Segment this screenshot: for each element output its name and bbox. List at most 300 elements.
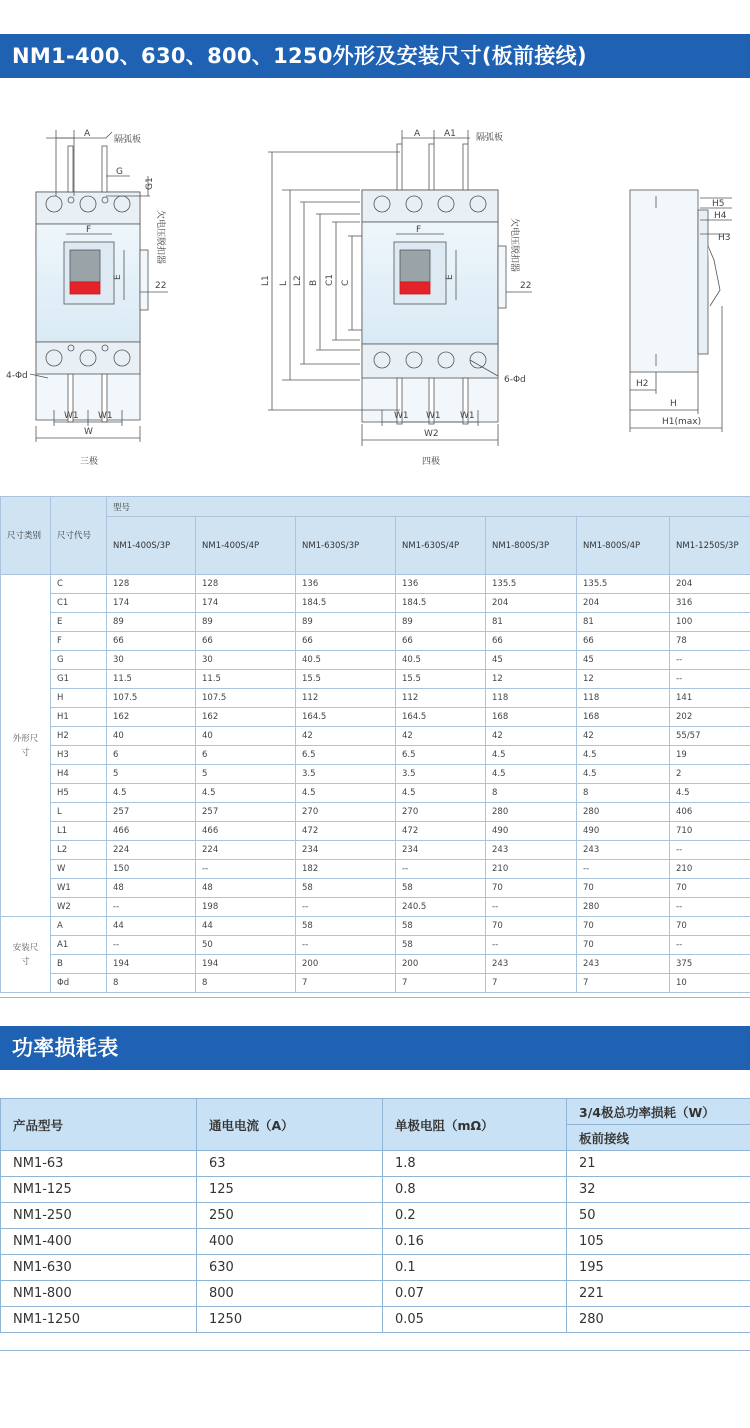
label-arc-plate-3p: 隔弧板 [114, 135, 142, 145]
label-G-3p: G [116, 167, 123, 177]
code-cell: H5 [51, 784, 107, 803]
value-cell: 48 [196, 879, 296, 898]
value-cell: 200 [296, 955, 396, 974]
table-row [1, 1307, 750, 1333]
model-header-cell: NM1-630S/3P [296, 517, 396, 575]
caption-four-pole: 四极 [422, 457, 441, 467]
model-cell: NM1-400 [1, 1229, 197, 1255]
value-cell: 202 [670, 708, 750, 727]
value-cell: 118 [486, 689, 577, 708]
table-row [1, 1281, 750, 1307]
value-cell: 12 [577, 670, 670, 689]
resistance-cell: 0.07 [383, 1281, 567, 1307]
section-title-text: NM1-400、630、800、1250外形及安装尺寸(板前接线) [12, 44, 587, 68]
code-cell: L1 [51, 822, 107, 841]
loss-cell: 50 [567, 1203, 750, 1229]
power-loss-table [0, 1098, 750, 1333]
label-W-3p: W [84, 427, 93, 437]
label-H3: H3 [718, 233, 731, 243]
value-cell: 135.5 [577, 575, 670, 594]
model-header-cell: NM1-1250S/3P [670, 517, 750, 575]
table-row [1, 822, 750, 841]
table-row [1, 898, 750, 917]
model-header-row [1, 517, 750, 575]
header-current: 通电电流（A） [197, 1099, 383, 1151]
label-22-4p: 22 [520, 281, 532, 291]
table-row [1, 632, 750, 651]
label-L2-4p: L2 [293, 275, 303, 286]
value-cell: 66 [577, 632, 670, 651]
value-cell: -- [296, 936, 396, 955]
drawings-svg [0, 110, 750, 480]
table-row [1, 1255, 750, 1281]
value-cell: 4.5 [486, 765, 577, 784]
value-cell: 135.5 [486, 575, 577, 594]
label-arc-plate-4p: 隔弧板 [476, 133, 504, 143]
value-cell: -- [670, 936, 750, 955]
bottom-divider [0, 1350, 750, 1351]
value-cell: -- [196, 860, 296, 879]
code-cell: G1 [51, 670, 107, 689]
value-cell: -- [670, 670, 750, 689]
label-L1-4p: L1 [261, 275, 271, 286]
value-cell: 7 [577, 974, 670, 993]
value-cell: 224 [107, 841, 196, 860]
code-cell: L2 [51, 841, 107, 860]
value-cell: 168 [486, 708, 577, 727]
model-cell: NM1-630 [1, 1255, 197, 1281]
label-F-4p: F [416, 225, 422, 235]
value-cell: 234 [296, 841, 396, 860]
label-A-4p: A [414, 129, 421, 139]
value-cell: 472 [296, 822, 396, 841]
value-cell: 466 [107, 822, 196, 841]
resistance-cell: 0.1 [383, 1255, 567, 1281]
value-cell: 70 [577, 936, 670, 955]
loss-cell: 32 [567, 1177, 750, 1203]
value-cell: 243 [486, 841, 577, 860]
value-cell: 70 [670, 917, 750, 936]
loss-cell: 280 [567, 1307, 750, 1333]
code-cell: B [51, 955, 107, 974]
value-cell: 204 [670, 575, 750, 594]
value-cell: 66 [296, 632, 396, 651]
header-category: 尺寸类别 [1, 497, 51, 575]
table-row [1, 670, 750, 689]
value-cell: 490 [486, 822, 577, 841]
value-cell: 107.5 [196, 689, 296, 708]
table-row [1, 936, 750, 955]
section-title-dimensions [0, 34, 750, 78]
dimension-table-body [1, 575, 750, 993]
value-cell: 162 [196, 708, 296, 727]
label-W1b-3p: W1 [98, 411, 113, 421]
value-cell: 243 [577, 841, 670, 860]
value-cell: 4.5 [486, 746, 577, 765]
model-cell: NM1-800 [1, 1281, 197, 1307]
technical-drawings [0, 110, 750, 480]
value-cell: -- [486, 898, 577, 917]
value-cell: 66 [107, 632, 196, 651]
value-cell: 136 [396, 575, 486, 594]
value-cell: 50 [196, 936, 296, 955]
value-cell: 5 [107, 765, 196, 784]
value-cell: 40 [196, 727, 296, 746]
value-cell: 164.5 [296, 708, 396, 727]
value-cell: 200 [396, 955, 486, 974]
value-cell: 58 [396, 879, 486, 898]
table-row [1, 1203, 750, 1229]
value-cell: 6 [196, 746, 296, 765]
table-row [1, 1177, 750, 1203]
table-row [1, 651, 750, 670]
code-cell: Φd [51, 974, 107, 993]
code-cell: W1 [51, 879, 107, 898]
value-cell: 70 [670, 879, 750, 898]
table-row [1, 1151, 750, 1177]
label-C1-4p: C1 [325, 273, 335, 286]
value-cell: 210 [486, 860, 577, 879]
section-title-text: 功率损耗表 [12, 1036, 119, 1060]
value-cell: 107.5 [107, 689, 196, 708]
value-cell: 42 [296, 727, 396, 746]
value-cell: 128 [107, 575, 196, 594]
value-cell: 141 [670, 689, 750, 708]
value-cell: 406 [670, 803, 750, 822]
value-cell: 58 [296, 879, 396, 898]
dimension-table [0, 496, 750, 993]
table-row [1, 613, 750, 632]
value-cell: 66 [196, 632, 296, 651]
value-cell: 58 [296, 917, 396, 936]
label-H: H [670, 399, 677, 409]
value-cell: 70 [577, 879, 670, 898]
value-cell: 3.5 [296, 765, 396, 784]
model-cell: NM1-250 [1, 1203, 197, 1229]
header-code: 尺寸代号 [51, 497, 107, 575]
value-cell: 6.5 [396, 746, 486, 765]
value-cell: 710 [670, 822, 750, 841]
value-cell: 40.5 [396, 651, 486, 670]
value-cell: 257 [196, 803, 296, 822]
value-cell: 112 [296, 689, 396, 708]
header-product-model: 产品型号 [1, 1099, 197, 1151]
value-cell: 8 [577, 784, 670, 803]
model-header-cell: NM1-800S/3P [486, 517, 577, 575]
current-cell: 250 [197, 1203, 383, 1229]
value-cell: 2 [670, 765, 750, 784]
header-front-wiring: 板前接线 [567, 1125, 750, 1151]
loss-cell: 21 [567, 1151, 750, 1177]
code-cell: W [51, 860, 107, 879]
value-cell: 174 [107, 594, 196, 613]
value-cell: 4.5 [396, 784, 486, 803]
value-cell: 11.5 [107, 670, 196, 689]
value-cell: 78 [670, 632, 750, 651]
value-cell: -- [670, 841, 750, 860]
value-cell: -- [107, 936, 196, 955]
category-cell: 安装尺寸 [1, 917, 51, 993]
loss-cell: 221 [567, 1281, 750, 1307]
value-cell: 4.5 [296, 784, 396, 803]
value-cell: -- [486, 936, 577, 955]
value-cell: 243 [577, 955, 670, 974]
value-cell: 198 [196, 898, 296, 917]
value-cell: 89 [107, 613, 196, 632]
value-cell: 5 [196, 765, 296, 784]
value-cell: 466 [196, 822, 296, 841]
label-H5: H5 [712, 199, 725, 209]
resistance-cell: 0.16 [383, 1229, 567, 1255]
table-row [1, 803, 750, 822]
label-release-3p: 欠电压脱扣器 [155, 210, 165, 265]
value-cell: -- [670, 651, 750, 670]
value-cell: 375 [670, 955, 750, 974]
three-pole-view [30, 130, 168, 442]
code-cell: A1 [51, 936, 107, 955]
value-cell: 100 [670, 613, 750, 632]
value-cell: 45 [486, 651, 577, 670]
table-row [1, 765, 750, 784]
label-E-4p: E [445, 274, 455, 280]
value-cell: 6.5 [296, 746, 396, 765]
value-cell: 8 [107, 974, 196, 993]
table-row [1, 727, 750, 746]
table-row [1, 879, 750, 898]
label-hole-3p: 4-Φd [6, 371, 28, 381]
value-cell: 15.5 [296, 670, 396, 689]
value-cell: 70 [486, 917, 577, 936]
value-cell: 118 [577, 689, 670, 708]
current-cell: 125 [197, 1177, 383, 1203]
model-cell: NM1-125 [1, 1177, 197, 1203]
value-cell: 182 [296, 860, 396, 879]
value-cell: -- [107, 898, 196, 917]
value-cell: 184.5 [296, 594, 396, 613]
table-row [1, 974, 750, 993]
value-cell: 280 [577, 898, 670, 917]
model-header-cell: NM1-800S/4P [577, 517, 670, 575]
label-E-3p: E [113, 274, 123, 280]
header-resistance: 单极电阻（mΩ） [383, 1099, 567, 1151]
value-cell: 55/57 [670, 727, 750, 746]
label-W1a-4p: W1 [394, 411, 409, 421]
value-cell: 240.5 [396, 898, 486, 917]
label-hole-4p: 6-Φd [504, 375, 526, 385]
loss-cell: 195 [567, 1255, 750, 1281]
value-cell: 44 [107, 917, 196, 936]
value-cell: 204 [486, 594, 577, 613]
value-cell: -- [296, 898, 396, 917]
section-title-power-loss [0, 1026, 750, 1070]
label-H1: H1(max) [662, 417, 702, 427]
value-cell: 4.5 [577, 765, 670, 784]
value-cell: 48 [107, 879, 196, 898]
value-cell: 7 [486, 974, 577, 993]
value-cell: 7 [396, 974, 486, 993]
value-cell: 81 [486, 613, 577, 632]
value-cell: 257 [107, 803, 196, 822]
value-cell: 42 [396, 727, 486, 746]
code-cell: H3 [51, 746, 107, 765]
value-cell: 162 [107, 708, 196, 727]
header-power-loss: 3/4极总功率损耗（W） [567, 1099, 750, 1125]
value-cell: 44 [196, 917, 296, 936]
value-cell: -- [670, 898, 750, 917]
model-cell: NM1-1250 [1, 1307, 197, 1333]
table-row [1, 841, 750, 860]
table-row [1, 708, 750, 727]
value-cell: 6 [107, 746, 196, 765]
code-cell: A [51, 917, 107, 936]
value-cell: 490 [577, 822, 670, 841]
category-cell: 外形尺寸 [1, 575, 51, 917]
resistance-cell: 1.8 [383, 1151, 567, 1177]
value-cell: 70 [577, 917, 670, 936]
value-cell: 45 [577, 651, 670, 670]
value-cell: -- [396, 860, 486, 879]
code-cell: G [51, 651, 107, 670]
resistance-cell: 0.8 [383, 1177, 567, 1203]
value-cell: 58 [396, 936, 486, 955]
current-cell: 800 [197, 1281, 383, 1307]
table-row [1, 784, 750, 803]
value-cell: 70 [486, 879, 577, 898]
value-cell: 204 [577, 594, 670, 613]
value-cell: 168 [577, 708, 670, 727]
divider [0, 997, 750, 998]
code-cell: H4 [51, 765, 107, 784]
label-G1-3p: G1 [145, 177, 155, 190]
value-cell: 112 [396, 689, 486, 708]
code-cell: H1 [51, 708, 107, 727]
label-W2-4p: W2 [424, 429, 439, 439]
value-cell: 4.5 [196, 784, 296, 803]
value-cell: 243 [486, 955, 577, 974]
model-header-cell: NM1-630S/4P [396, 517, 486, 575]
value-cell: 12 [486, 670, 577, 689]
value-cell: 4.5 [670, 784, 750, 803]
label-W1b-4p: W1 [426, 411, 441, 421]
value-cell: 150 [107, 860, 196, 879]
value-cell: 194 [196, 955, 296, 974]
value-cell: 42 [486, 727, 577, 746]
label-C-4p: C [341, 279, 351, 286]
label-A1-4p: A1 [444, 129, 456, 139]
value-cell: 4.5 [107, 784, 196, 803]
label-A-3p: A [84, 129, 91, 139]
model-cell: NM1-63 [1, 1151, 197, 1177]
table-row [1, 746, 750, 765]
value-cell: 30 [196, 651, 296, 670]
value-cell: -- [577, 860, 670, 879]
table-row [1, 575, 750, 594]
table-row [1, 1229, 750, 1255]
model-header-cell: NM1-400S/4P [196, 517, 296, 575]
value-cell: 19 [670, 746, 750, 765]
loss-cell: 105 [567, 1229, 750, 1255]
value-cell: 81 [577, 613, 670, 632]
value-cell: 184.5 [396, 594, 486, 613]
label-W1a-3p: W1 [64, 411, 79, 421]
current-cell: 1250 [197, 1307, 383, 1333]
code-cell: C1 [51, 594, 107, 613]
code-cell: F [51, 632, 107, 651]
value-cell: 270 [296, 803, 396, 822]
label-B-4p: B [309, 279, 319, 286]
code-cell: L [51, 803, 107, 822]
value-cell: 40 [107, 727, 196, 746]
power-loss-table-body [1, 1151, 750, 1333]
value-cell: 128 [196, 575, 296, 594]
resistance-cell: 0.2 [383, 1203, 567, 1229]
value-cell: 280 [486, 803, 577, 822]
four-pole-view [268, 130, 532, 446]
value-cell: 7 [296, 974, 396, 993]
value-cell: 8 [196, 974, 296, 993]
value-cell: 136 [296, 575, 396, 594]
value-cell: 66 [396, 632, 486, 651]
table-row [1, 955, 750, 974]
value-cell: 194 [107, 955, 196, 974]
value-cell: 30 [107, 651, 196, 670]
value-cell: 11.5 [196, 670, 296, 689]
value-cell: 89 [296, 613, 396, 632]
value-cell: 210 [670, 860, 750, 879]
value-cell: 89 [196, 613, 296, 632]
table-row [1, 689, 750, 708]
current-cell: 400 [197, 1229, 383, 1255]
value-cell: 270 [396, 803, 486, 822]
value-cell: 4.5 [577, 746, 670, 765]
value-cell: 174 [196, 594, 296, 613]
header-model: 型号 [107, 497, 750, 517]
code-cell: W2 [51, 898, 107, 917]
value-cell: 234 [396, 841, 486, 860]
value-cell: 3.5 [396, 765, 486, 784]
label-22-3p: 22 [155, 281, 167, 291]
label-H4: H4 [714, 211, 727, 221]
value-cell: 224 [196, 841, 296, 860]
value-cell: 316 [670, 594, 750, 613]
code-cell: H2 [51, 727, 107, 746]
value-cell: 40.5 [296, 651, 396, 670]
value-cell: 280 [577, 803, 670, 822]
value-cell: 164.5 [396, 708, 486, 727]
label-release-4p: 欠电压脱扣器 [509, 218, 519, 273]
value-cell: 58 [396, 917, 486, 936]
current-cell: 630 [197, 1255, 383, 1281]
label-W1c-4p: W1 [460, 411, 475, 421]
resistance-cell: 0.05 [383, 1307, 567, 1333]
value-cell: 15.5 [396, 670, 486, 689]
table-row [1, 594, 750, 613]
model-header-cell: NM1-400S/3P [107, 517, 196, 575]
label-L-4p: L [279, 280, 289, 286]
current-cell: 63 [197, 1151, 383, 1177]
code-cell: E [51, 613, 107, 632]
value-cell: 66 [486, 632, 577, 651]
table-row [1, 860, 750, 879]
table-row [1, 917, 750, 936]
caption-three-pole: 三极 [80, 457, 99, 467]
value-cell: 89 [396, 613, 486, 632]
label-F-3p: F [86, 225, 92, 235]
value-cell: 472 [396, 822, 486, 841]
code-cell: H [51, 689, 107, 708]
value-cell: 42 [577, 727, 670, 746]
value-cell: 8 [486, 784, 577, 803]
